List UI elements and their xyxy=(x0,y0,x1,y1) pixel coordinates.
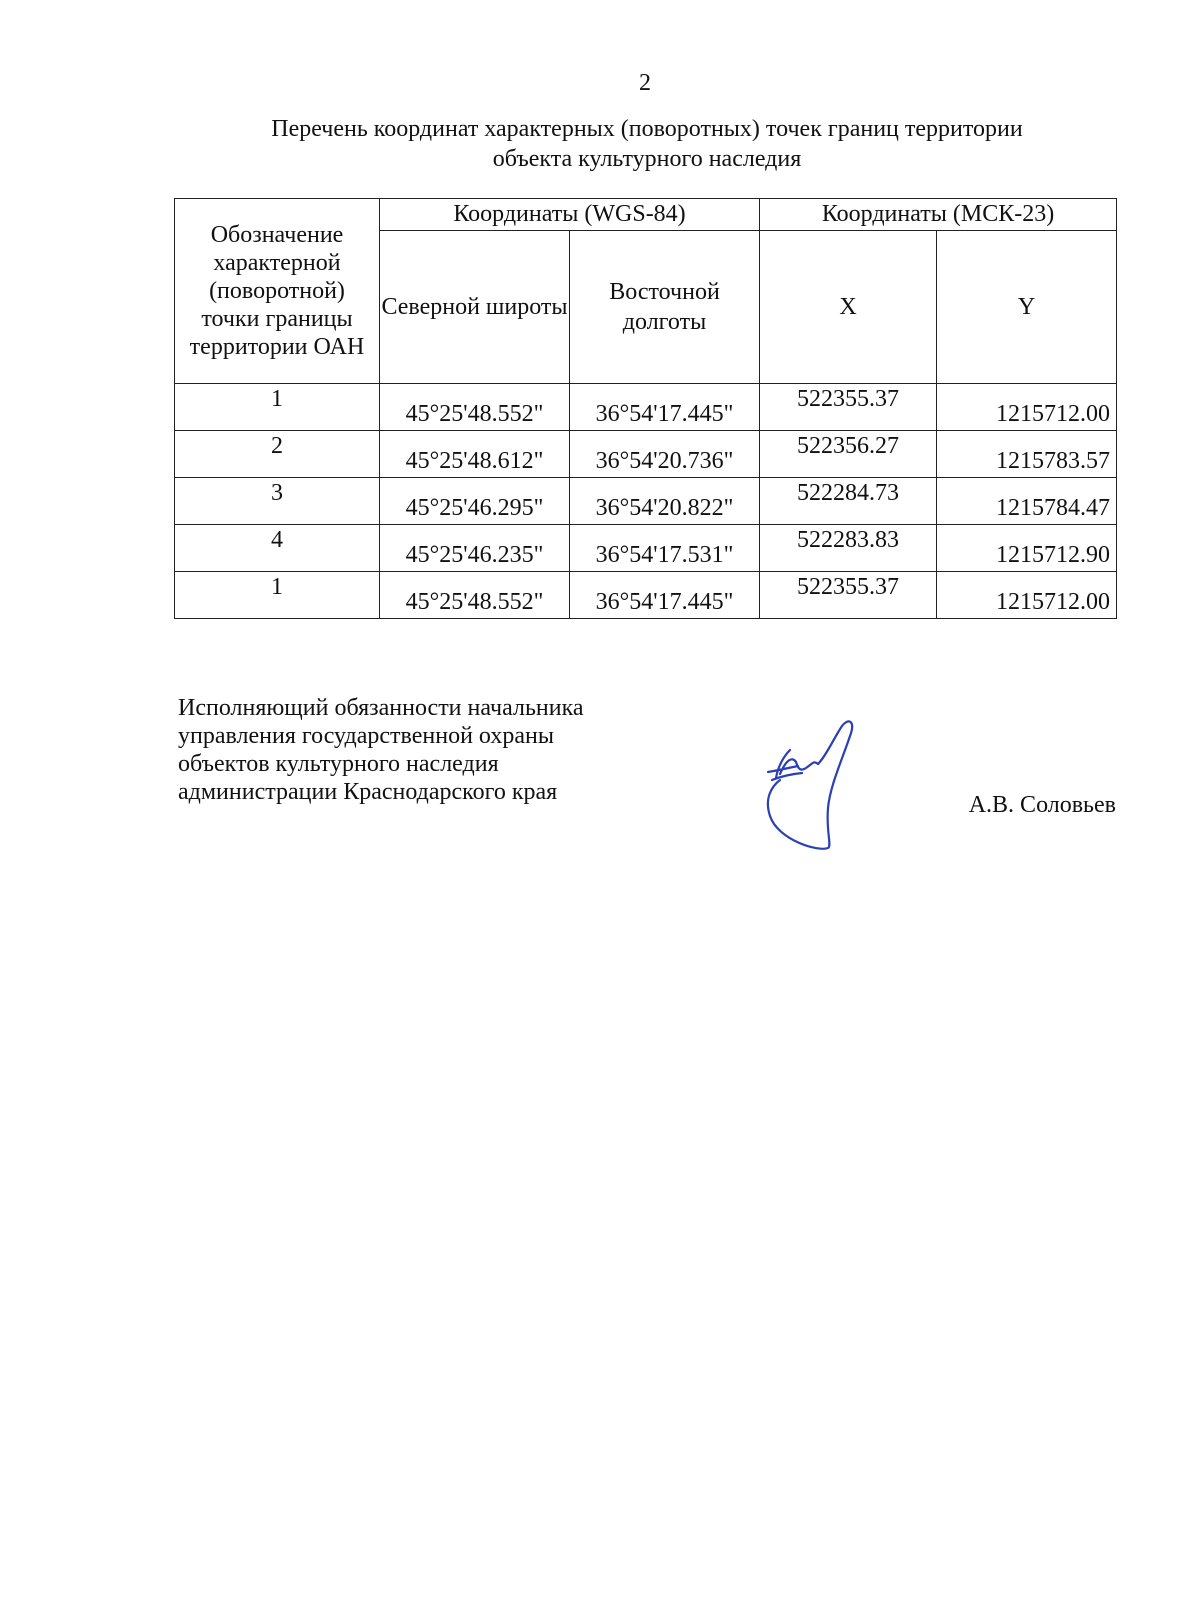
page-number: 2 xyxy=(639,70,651,96)
signer-position xyxy=(178,694,698,806)
point-cell: 1 xyxy=(271,574,283,600)
y-cell: 1215783.57 xyxy=(996,448,1111,474)
y-cell: 1215712.00 xyxy=(996,401,1111,427)
x-cell: 522355.37 xyxy=(797,574,900,600)
table-row xyxy=(175,384,1117,431)
header-msk23: Координаты (МСК-23) xyxy=(760,199,1117,231)
latitude-cell: 45°25'46.235" xyxy=(405,542,544,568)
header-x: X xyxy=(760,231,937,384)
point-cell: 4 xyxy=(271,527,283,553)
x-cell: 522356.27 xyxy=(797,433,900,459)
latitude-cell: 45°25'48.552" xyxy=(405,401,544,427)
handwritten-signature xyxy=(758,716,898,856)
y-cell: 1215784.47 xyxy=(996,495,1111,521)
table-row xyxy=(175,478,1117,525)
header-point: Обозначение характерной (поворотной) точки границы территории ОАН xyxy=(175,199,380,384)
signer-name: А.В. Соловьев xyxy=(968,792,1116,818)
title-line-1: Перечень координат характерных (поворотных) точек границ территории xyxy=(271,116,1023,142)
x-cell: 522283.83 xyxy=(797,527,900,553)
point-cell: 1 xyxy=(271,386,283,412)
y-cell: 1215712.00 xyxy=(996,589,1111,615)
latitude-cell: 45°25'48.612" xyxy=(405,448,544,474)
signer-position-line: Исполняющий обязанности начальника xyxy=(178,695,584,721)
table-row xyxy=(175,572,1117,619)
signer-position-line: объектов культурного наследия xyxy=(178,751,499,777)
y-cell: 1215712.90 xyxy=(996,542,1111,568)
latitude-cell: 45°25'48.552" xyxy=(405,589,544,615)
latitude-cell: 45°25'46.295" xyxy=(405,495,544,521)
header-y: Y xyxy=(937,231,1117,384)
x-cell: 522284.73 xyxy=(797,480,900,506)
signer-position-line: управления государственной охраны xyxy=(178,723,554,749)
document-title xyxy=(178,114,1116,174)
longitude-cell: 36°54'20.736" xyxy=(595,448,734,474)
table-row xyxy=(175,431,1117,478)
signer-position-line: администрации Краснодарского края xyxy=(178,779,558,805)
title-line-2: объекта культурного наследия xyxy=(492,146,802,172)
coordinates-table xyxy=(174,198,1117,619)
longitude-cell: 36°54'20.822" xyxy=(595,495,734,521)
longitude-cell: 36°54'17.445" xyxy=(595,589,734,615)
point-cell: 2 xyxy=(271,433,283,459)
longitude-cell: 36°54'17.445" xyxy=(595,401,734,427)
table-row xyxy=(175,525,1117,572)
header-wgs84: Координаты (WGS-84) xyxy=(380,199,760,231)
header-latitude: Северной широты xyxy=(380,231,570,384)
header-longitude: Восточной долготы xyxy=(570,231,760,384)
point-cell: 3 xyxy=(271,480,283,506)
x-cell: 522355.37 xyxy=(797,386,900,412)
longitude-cell: 36°54'17.531" xyxy=(595,542,734,568)
